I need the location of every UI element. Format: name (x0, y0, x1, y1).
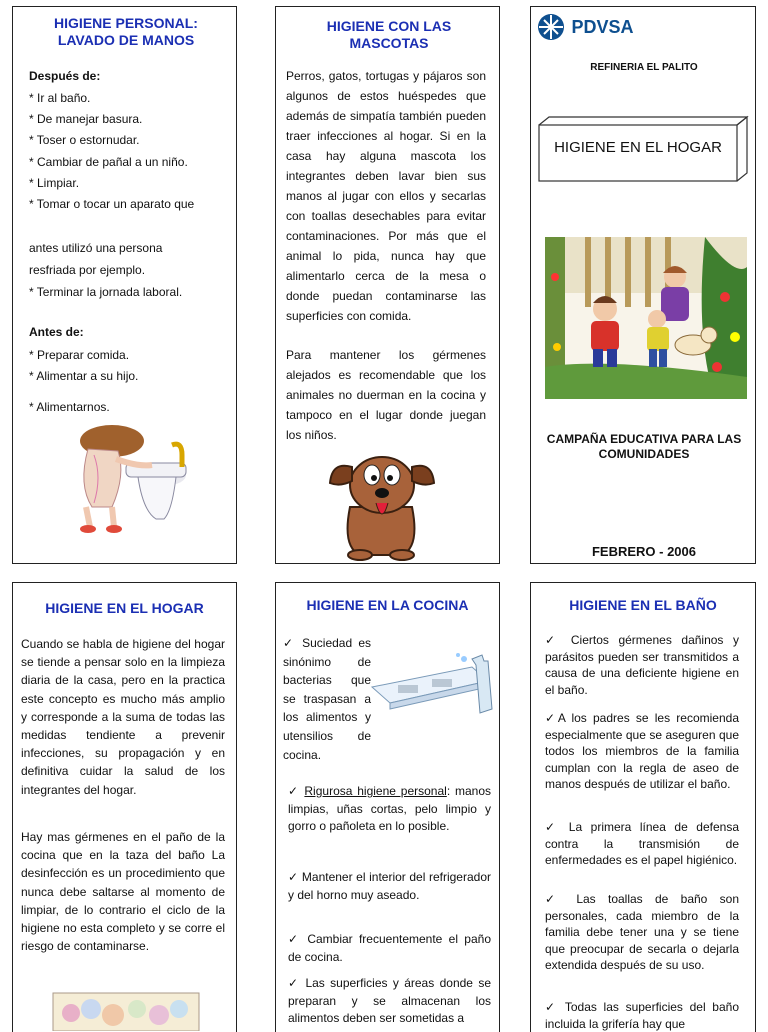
family-garden-illustration (545, 237, 747, 399)
panel-title: HIGIENE EN EL BAÑO (569, 597, 717, 613)
before-heading: Antes de: (29, 325, 84, 339)
check-icon: ✓ (288, 784, 305, 798)
kitchen-item-2 (288, 783, 491, 836)
pdvsa-logo-icon (537, 13, 565, 41)
panel-handwashing (12, 6, 237, 564)
list-item: * Ir al baño. (29, 91, 91, 105)
after-last-item: * Terminar la jornada laboral. (29, 285, 183, 299)
pets-paragraph-2: Para mantener los gérmenes alejados es recomendable que los animales no duerman en la cocina y tampoco en el lugar donde juegan los niños. (286, 348, 486, 442)
home-paragraph-2: Hay mas gérmenes en el paño de la cocina que en la taza del baño La desinfección es un procedimiento que nunca debe saltarse al momento de limpiar, de lo contrario el ciclo de la higiene no esta completo y se corre el riesgo de contaminarse. (21, 830, 225, 954)
after-cont-line: antes utilizó una persona (29, 241, 163, 255)
list-item: * De manejar basura. (29, 112, 143, 127)
underlined-phrase: Rigurosa higiene personal (304, 784, 447, 798)
bathroom-item-2: ✓A los padres se les recomienda especialmente que se aseguren que todos los miembros de la familia cumplan con la regla de aseo de manos después de utilizar el baño. (545, 711, 739, 791)
after-cont-line: resfriada por ejemplo. (29, 263, 146, 277)
list-item: * Toser o estornudar. (29, 133, 140, 148)
kitchen-item-1: ✓ Suciedad es sinónimo de bacterias que se traspasan a los alimentos y utensilios de cocina. (283, 636, 371, 762)
after-heading: Después de: (29, 69, 101, 83)
after-continuation (29, 237, 229, 303)
kitchen-item-3: ✓ Mantener el interior del refrigerador y del horno muy aseado. (288, 870, 491, 902)
bathroom-item-1: ✓ Ciertos gérmenes dañinos y parásitos pueden ser transmitidos a causa de una deficiente higiene en el baño. (545, 633, 739, 697)
panel-title: HIGIENE EN EL HOGAR (45, 600, 204, 616)
date-text: FEBRERO - 2006 (591, 544, 697, 559)
refinery-name: REFINERIA EL PALITO (590, 62, 698, 73)
cartoon-dog-illustration (326, 447, 436, 561)
kitchen-item-5: ✓ Las superficies y áreas donde se preparan y se almacenan los alimentos deben ser sometidas a (288, 976, 491, 1026)
panel-title: HIGIENE PERSONAL: LAVADO DE MANOS (54, 15, 198, 48)
list-item: * Tomar o tocar un aparato que (29, 197, 195, 212)
pdvsa-logo (537, 13, 633, 41)
box-title: HIGIENE EN EL HOGAR (554, 139, 722, 156)
logo-text: PDVSA (571, 16, 634, 37)
panel-title: HIGIENE CON LAS MASCOTAS (326, 18, 452, 51)
home-paragraph-1: Cuando se habla de higiene del hogar se tiende a pensar solo en la limpieza diaria de la casa, pero en la practica este concepto es mucho más amplio y corresponde a la suma de todas las medidas tendiente a prevenir infecciones, su propagación y en definitiva cuidar la salud de los integrantes del hogar. (21, 637, 225, 797)
panel-title: HIGIENE EN LA COCINA (306, 597, 469, 613)
kitchen-cleaning-illustration (368, 637, 498, 741)
bathroom-item-4: ✓ Las toallas de baño son personales, cada miembro de la familia debe tener una y se tiene que preocupar de secarla o dejarla extendida después de su uso. (545, 892, 739, 972)
after-list (29, 88, 229, 215)
child-washing-hands-illustration (68, 415, 198, 537)
panel-home-hygiene (12, 582, 237, 1032)
campaign-text: CAMPAÑA EDUCATIVA PARA LAS COMUNIDADES (546, 432, 742, 461)
panel-bathroom-hygiene (530, 582, 756, 1032)
washing-bowl-illustration (51, 991, 201, 1031)
pets-paragraph-1: Perros, gatos, tortugas y pájaros son algunos de estos huéspedes que además de simpatía también pueden traer infecciones al hogar. Si en la casa hay alguna mascota los integrantes deben lavar bien sus manos al jugar con ellos y secarlas con toallas desechables para evitar contaminaciones. Por más que el animal lo pida, nunca hay que alimentarlo cerca de la mesa o donde puedan contaminarse las superficies con comida. (286, 69, 486, 323)
panel-cover (530, 6, 756, 564)
panel-pets (275, 6, 500, 564)
list-item: * Alimentar a su hijo. (29, 369, 139, 384)
kitchen-item-4: ✓ Cambiar frecuentemente el paño de cocina. (288, 932, 491, 964)
list-item: * Cambiar de pañal a un niño. (29, 154, 188, 169)
before-last-item: * Alimentarnos. (29, 400, 110, 414)
list-item: * Preparar comida. (29, 348, 130, 362)
panel-kitchen-hygiene (275, 582, 500, 1032)
item-text: : manos limpias, uñas cortas, pelo limpio y gorro o pañoleta en lo posible. (288, 784, 491, 834)
bathroom-item-3: ✓ La primera línea de defensa contra la transmisión de enfermedades es el papel higiénico. (545, 820, 739, 867)
list-item: * Limpiar. (29, 175, 80, 190)
bathroom-item-5: ✓ Todas las superficies del baño incluida la grifería hay que (545, 1000, 739, 1031)
before-list (29, 345, 229, 387)
